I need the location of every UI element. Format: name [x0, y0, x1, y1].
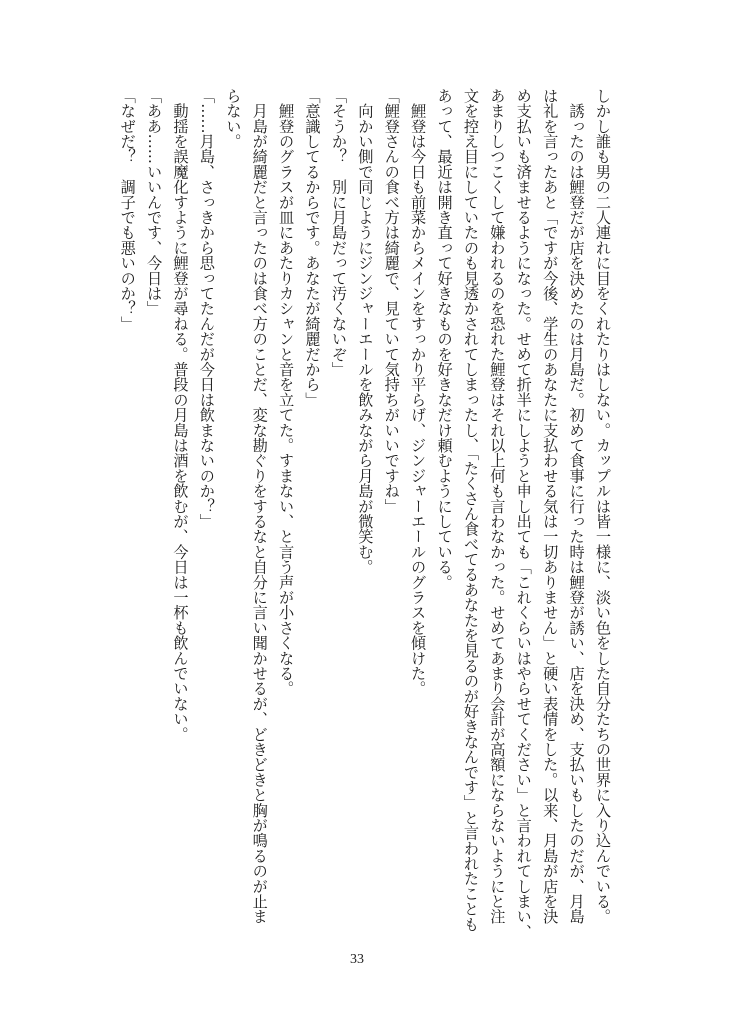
- text-column: 月島が綺麗だと言ったのは食べ方のことだ、変な勘ぐりをするなと自分に言い聞かせるが、どきどきと胸が鳴るのが止ま: [250, 88, 269, 924]
- text-column: 「なぜだ？ 調子でも悪いのか？」: [118, 88, 137, 332]
- text-column: は礼を言ったあと「ですが今後、学生のあなたに支払わせる気は一切ありません」と硬い表情をした。以来、月島が店を決: [541, 88, 560, 925]
- page-number: 33: [350, 952, 364, 967]
- text-column: 「意識してるからです。あなたが綺麗だから」: [303, 88, 322, 408]
- text-column: 鯉登は今日も前菜からメインをすっかり平らげ、ジンジャーエールのグラスを傾けた。: [409, 88, 428, 696]
- text-column: 「ああ……いいんです、今日は」: [145, 88, 164, 316]
- text-column: らない。: [224, 88, 243, 149]
- text-column: しかし誰も男の二人連れに目をくれたりはしない。カップルは皆一様に、淡い色をした自分たちの世界に入り込んでいる。: [594, 88, 612, 924]
- text-column: 「……月島、さっきから思ってたんだが今日は飲まないのか？」: [197, 88, 216, 529]
- text-column: 誘ったのは鯉登だが店を決めたのは月島だ。初めて食事に行った時は鯉登が誘い、店を決め、支払いもしたのだが、月島: [567, 88, 586, 924]
- text-column: 鯉登のグラスが皿にあたりカシャンと音を立てた。すまない、と言う声が小さくなる。: [277, 88, 296, 696]
- text-column: 「そうか？ 別に月島だって汚くないぞ」: [329, 88, 348, 377]
- text-column: 向かい側で同じようにジンジャーエールを飲みながら月島が微笑む。: [356, 88, 375, 575]
- text-column: 動揺を誤魔化すように鯉登が尋ねる。普段の月島は酒を飲むが、今日は一杯も飲んでいない。: [171, 88, 190, 742]
- text-column: あまりしつこくして嫌われるのを恐れた鯉登はそれ以上何も言わなかった。せめてあまり会計が高額にならないようにと注: [488, 88, 507, 924]
- vertical-text-body: [114, 88, 616, 938]
- text-column: め支払いも済ませるようになった。せめて折半にしようと申し出ても「これくらいはやらせてください」と言われてしまい、: [514, 88, 533, 940]
- text-column: 文を控え目にしていたのも見透かされてしまったし、「たくさん食べてるあなたを見るのが好きなんです」と言われたことも: [461, 88, 480, 932]
- text-column: あって、最近は開き直って好きなものを好きなだけ頼むようにしている。: [435, 88, 454, 590]
- text-column: 「鯉登さんの食べ方は綺麗で、見ていて気持ちがいいですね」: [382, 88, 401, 514]
